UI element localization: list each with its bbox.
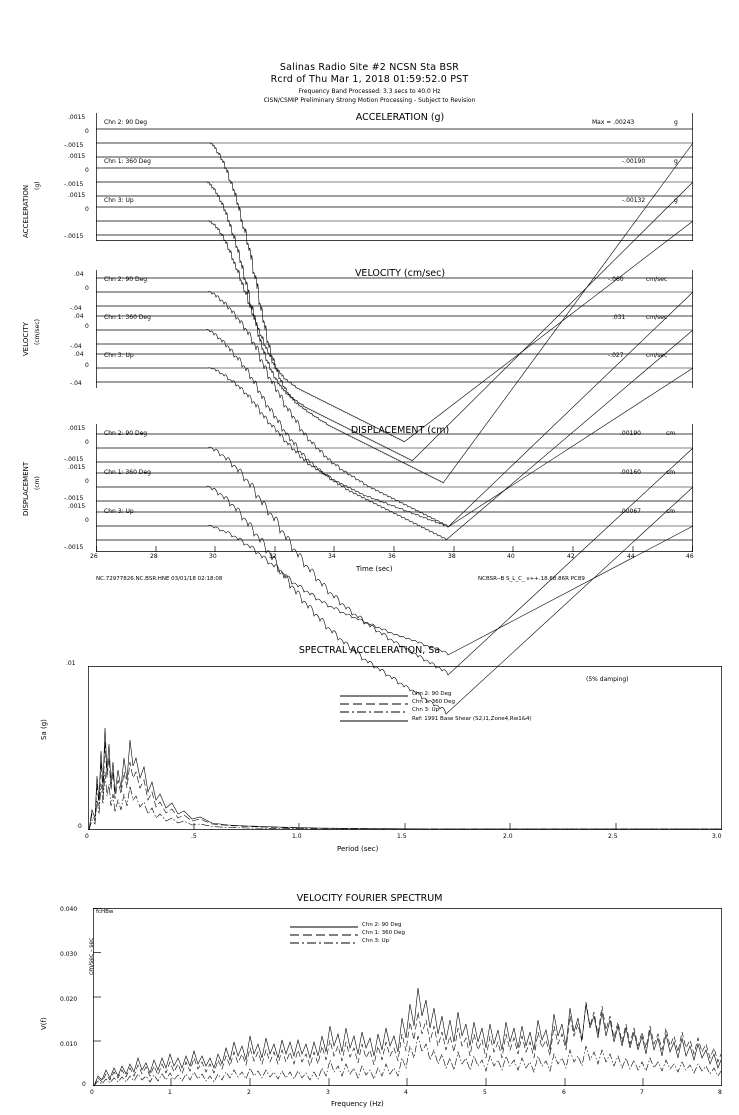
acceleration-axis-label: ACCELERATION [22,184,30,238]
sa-xtick-6: 3.0 [712,833,722,840]
time-tick-10: 46 [686,553,694,560]
fs-legend-item-2: Chn 3: Up [362,938,390,944]
sa-legend-item-2: Chn 3: Up [412,707,440,713]
dis-channel-label-3: Chn 3: Up [104,508,134,515]
acc-ytick-top-3: .0015 [68,192,86,199]
displacement-title: DISPLACEMENT (cm) [350,425,450,436]
dis-ytick-zero-1: 0 [85,439,89,446]
fs-xtick-8: 8 [718,1089,722,1096]
vel-peak-1: -.060 [608,276,624,283]
fs-yunits: cm/sec - sec [88,937,95,975]
fs-legend [290,923,520,953]
acc-ytick-bot-2: -.0015 [64,181,84,188]
dis-ytick-bot-1: -.0015 [64,456,84,463]
dis-ytick-bot-2: -.0015 [64,495,84,502]
time-tick-1: 28 [150,553,158,560]
vel-ytick-zero-3: 0 [85,362,89,369]
vel-peak-2: .031 [612,314,626,321]
sa-ytick-bot: 0 [78,823,82,830]
vel-ytick-top-1: .04 [74,271,84,278]
sa-legend [340,692,670,732]
acc-peak-1: Max = .00243 [592,119,635,126]
fs-title: VELOCITY FOURIER SPECTRUM [296,893,443,904]
dis-ytick-zero-3: 0 [85,517,89,524]
displacement-axis-label: DISPLACEMENT [22,461,30,516]
sa-xtick-0: 0 [85,833,89,840]
page-title-line2: Rcrd of Thu Mar 1, 2018 01:59:52.0 PST [270,74,469,85]
acc-ytick-bot-3: -.0015 [64,233,84,240]
sa-xtick-3: 1.5 [397,833,407,840]
dis-peak-1: .00190 [620,430,641,437]
page-title-line1: Salinas Radio Site #2 NCSN Sta BSR [279,62,460,73]
time-tick-9: 44 [627,553,635,560]
dis-peak-units-1: cm [666,430,676,437]
dis-ytick-top-2: .0015 [68,464,86,471]
vel-peak-units-3: cm/sec [646,352,668,359]
sa-plot [88,666,722,830]
fs-xtick-5: 5 [483,1089,487,1096]
acc-peak-units-1: g [674,119,678,126]
fs-ytick-1: 0.030 [60,951,78,958]
acc-peak-units-2: g [674,158,678,165]
vel-channel-label-1: Chn 2: 90 Deg [104,276,148,283]
fs-ytick-4: 0 [82,1081,86,1088]
acc-peak-units-3: g [674,197,678,204]
footer-left: NC.72977826.NC.BSR.HNE 03/01/18 02:18:08 [96,576,223,582]
acc-ytick-bot-1: -.0015 [64,142,84,149]
acc-ytick-top-2: .0015 [68,153,86,160]
displacement-axis-units: (cm) [34,476,41,490]
sa-title: SPECTRAL ACCELERATION, Sa [298,645,441,656]
fs-legend-item-0: Chn 2: 90 Deg [362,922,402,928]
acceleration-title: ACCELERATION (g) [355,112,445,123]
vel-peak-units-2: cm/sec [646,314,668,321]
acc-channel-label-1: Chn 2: 90 Deg [104,119,148,126]
dis-peak-3: .00067 [620,508,641,515]
vel-ytick-top-2: .04 [74,313,84,320]
dis-ytick-top-1: .0015 [68,425,86,432]
acc-ytick-top-1: .0015 [68,114,86,121]
velocity-plot [96,270,693,388]
dis-ytick-zero-2: 0 [85,478,89,485]
acc-channel-label-2: Chn 1: 360 Deg [104,158,151,165]
acc-ytick-zero-3: 0 [85,206,89,213]
sa-ylabel: Sa (g) [40,719,48,740]
sa-ytick-top: .01 [66,660,76,667]
sa-damping-note: (5% damping) [586,676,629,683]
displacement-plot [96,424,693,552]
dis-peak-2: .00160 [620,469,641,476]
acc-ytick-zero-1: 0 [85,128,89,135]
vel-channel-label-2: Chn 1: 360 Deg [104,314,151,321]
sa-xtick-5: 2.5 [608,833,618,840]
dis-channel-label-1: Chn 2: 90 Deg [104,430,148,437]
sa-xlabel: Period (sec) [337,845,379,853]
fs-ytick-3: 0.010 [60,1041,78,1048]
fs-xtick-7: 7 [640,1089,644,1096]
vel-peak-3: -.027 [608,352,624,359]
acc-peak-2: -.00190 [622,158,646,165]
time-axis-label: Time (sec) [356,565,393,573]
fs-xtick-4: 4 [404,1089,408,1096]
fs-xtick-0: 0 [90,1089,94,1096]
page-subtitle-processing: CISN/CSMIP Preliminary Strong Motion Processing - Subject to Revision [263,97,476,104]
sa-xtick-4: 2.0 [503,833,513,840]
sa-legend-item-1: Chn 1: 360 Deg [412,699,456,705]
sa-legend-item-0: Chn 2: 90 Deg [412,691,452,697]
vel-ytick-bot-1: -.04 [70,305,82,312]
fs-xtick-3: 3 [326,1089,330,1096]
dis-ytick-bot-3: -.0015 [64,544,84,551]
acc-channel-label-3: Chn 3: Up [104,197,134,204]
acc-peak-3: -.00132 [622,197,646,204]
dis-ytick-top-3: .0015 [68,503,86,510]
vel-channel-label-3: Chn 3: Up [104,352,134,359]
time-tick-4: 34 [328,553,336,560]
vel-peak-units-1: cm/sec [646,276,668,283]
time-tick-2: 30 [209,553,217,560]
page-subtitle-band: Frequency Band Processed: 3.3 secs to 40.0 Hz [298,88,441,95]
fs-xtick-1: 1 [168,1089,172,1096]
dis-channel-label-2: Chn 1: 360 Deg [104,469,151,476]
time-tick-0: 26 [90,553,98,560]
fs-xtick-6: 6 [562,1089,566,1096]
time-tick-3: 32 [269,553,277,560]
velocity-title: VELOCITY (cm/sec) [354,268,446,279]
time-tick-8: 42 [567,553,575,560]
fs-xlabel: Frequency (Hz) [331,1100,384,1108]
fs-xtick-2: 2 [247,1089,251,1096]
vel-ytick-zero-1: 0 [85,285,89,292]
time-tick-6: 38 [448,553,456,560]
fs-ylabel: V(f) [40,1017,48,1030]
fs-ytick-0: 0.040 [60,906,78,913]
sa-xtick-2: 1.0 [292,833,302,840]
time-tick-5: 36 [388,553,396,560]
acceleration-axis-units: (g) [34,181,41,190]
sa-legend-item-3: Ref: 1991 Base Shear (S2,I1,Zone4,Rw1&4) [412,716,532,722]
vel-ytick-bot-2: -.04 [70,343,82,350]
vel-ytick-top-3: .04 [74,351,84,358]
footer-right: NCBSR--B S_L_C_ v++.18.68.86R PC89 [478,576,585,582]
sa-xtick-1: .5 [191,833,197,840]
fs-corner-label: fcHBw [96,909,114,915]
dis-peak-units-2: cm [666,469,676,476]
acceleration-plot [96,113,693,241]
dis-peak-units-3: cm [666,508,676,515]
time-tick-7: 40 [507,553,515,560]
fs-ytick-2: 0.020 [60,996,78,1003]
vel-ytick-zero-2: 0 [85,323,89,330]
fs-legend-item-1: Chn 1: 360 Deg [362,930,406,936]
acc-ytick-zero-2: 0 [85,167,89,174]
velocity-axis-label: VELOCITY [22,322,30,356]
vel-ytick-bot-3: -.04 [70,380,82,387]
velocity-axis-units: (cm/sec) [34,319,41,345]
